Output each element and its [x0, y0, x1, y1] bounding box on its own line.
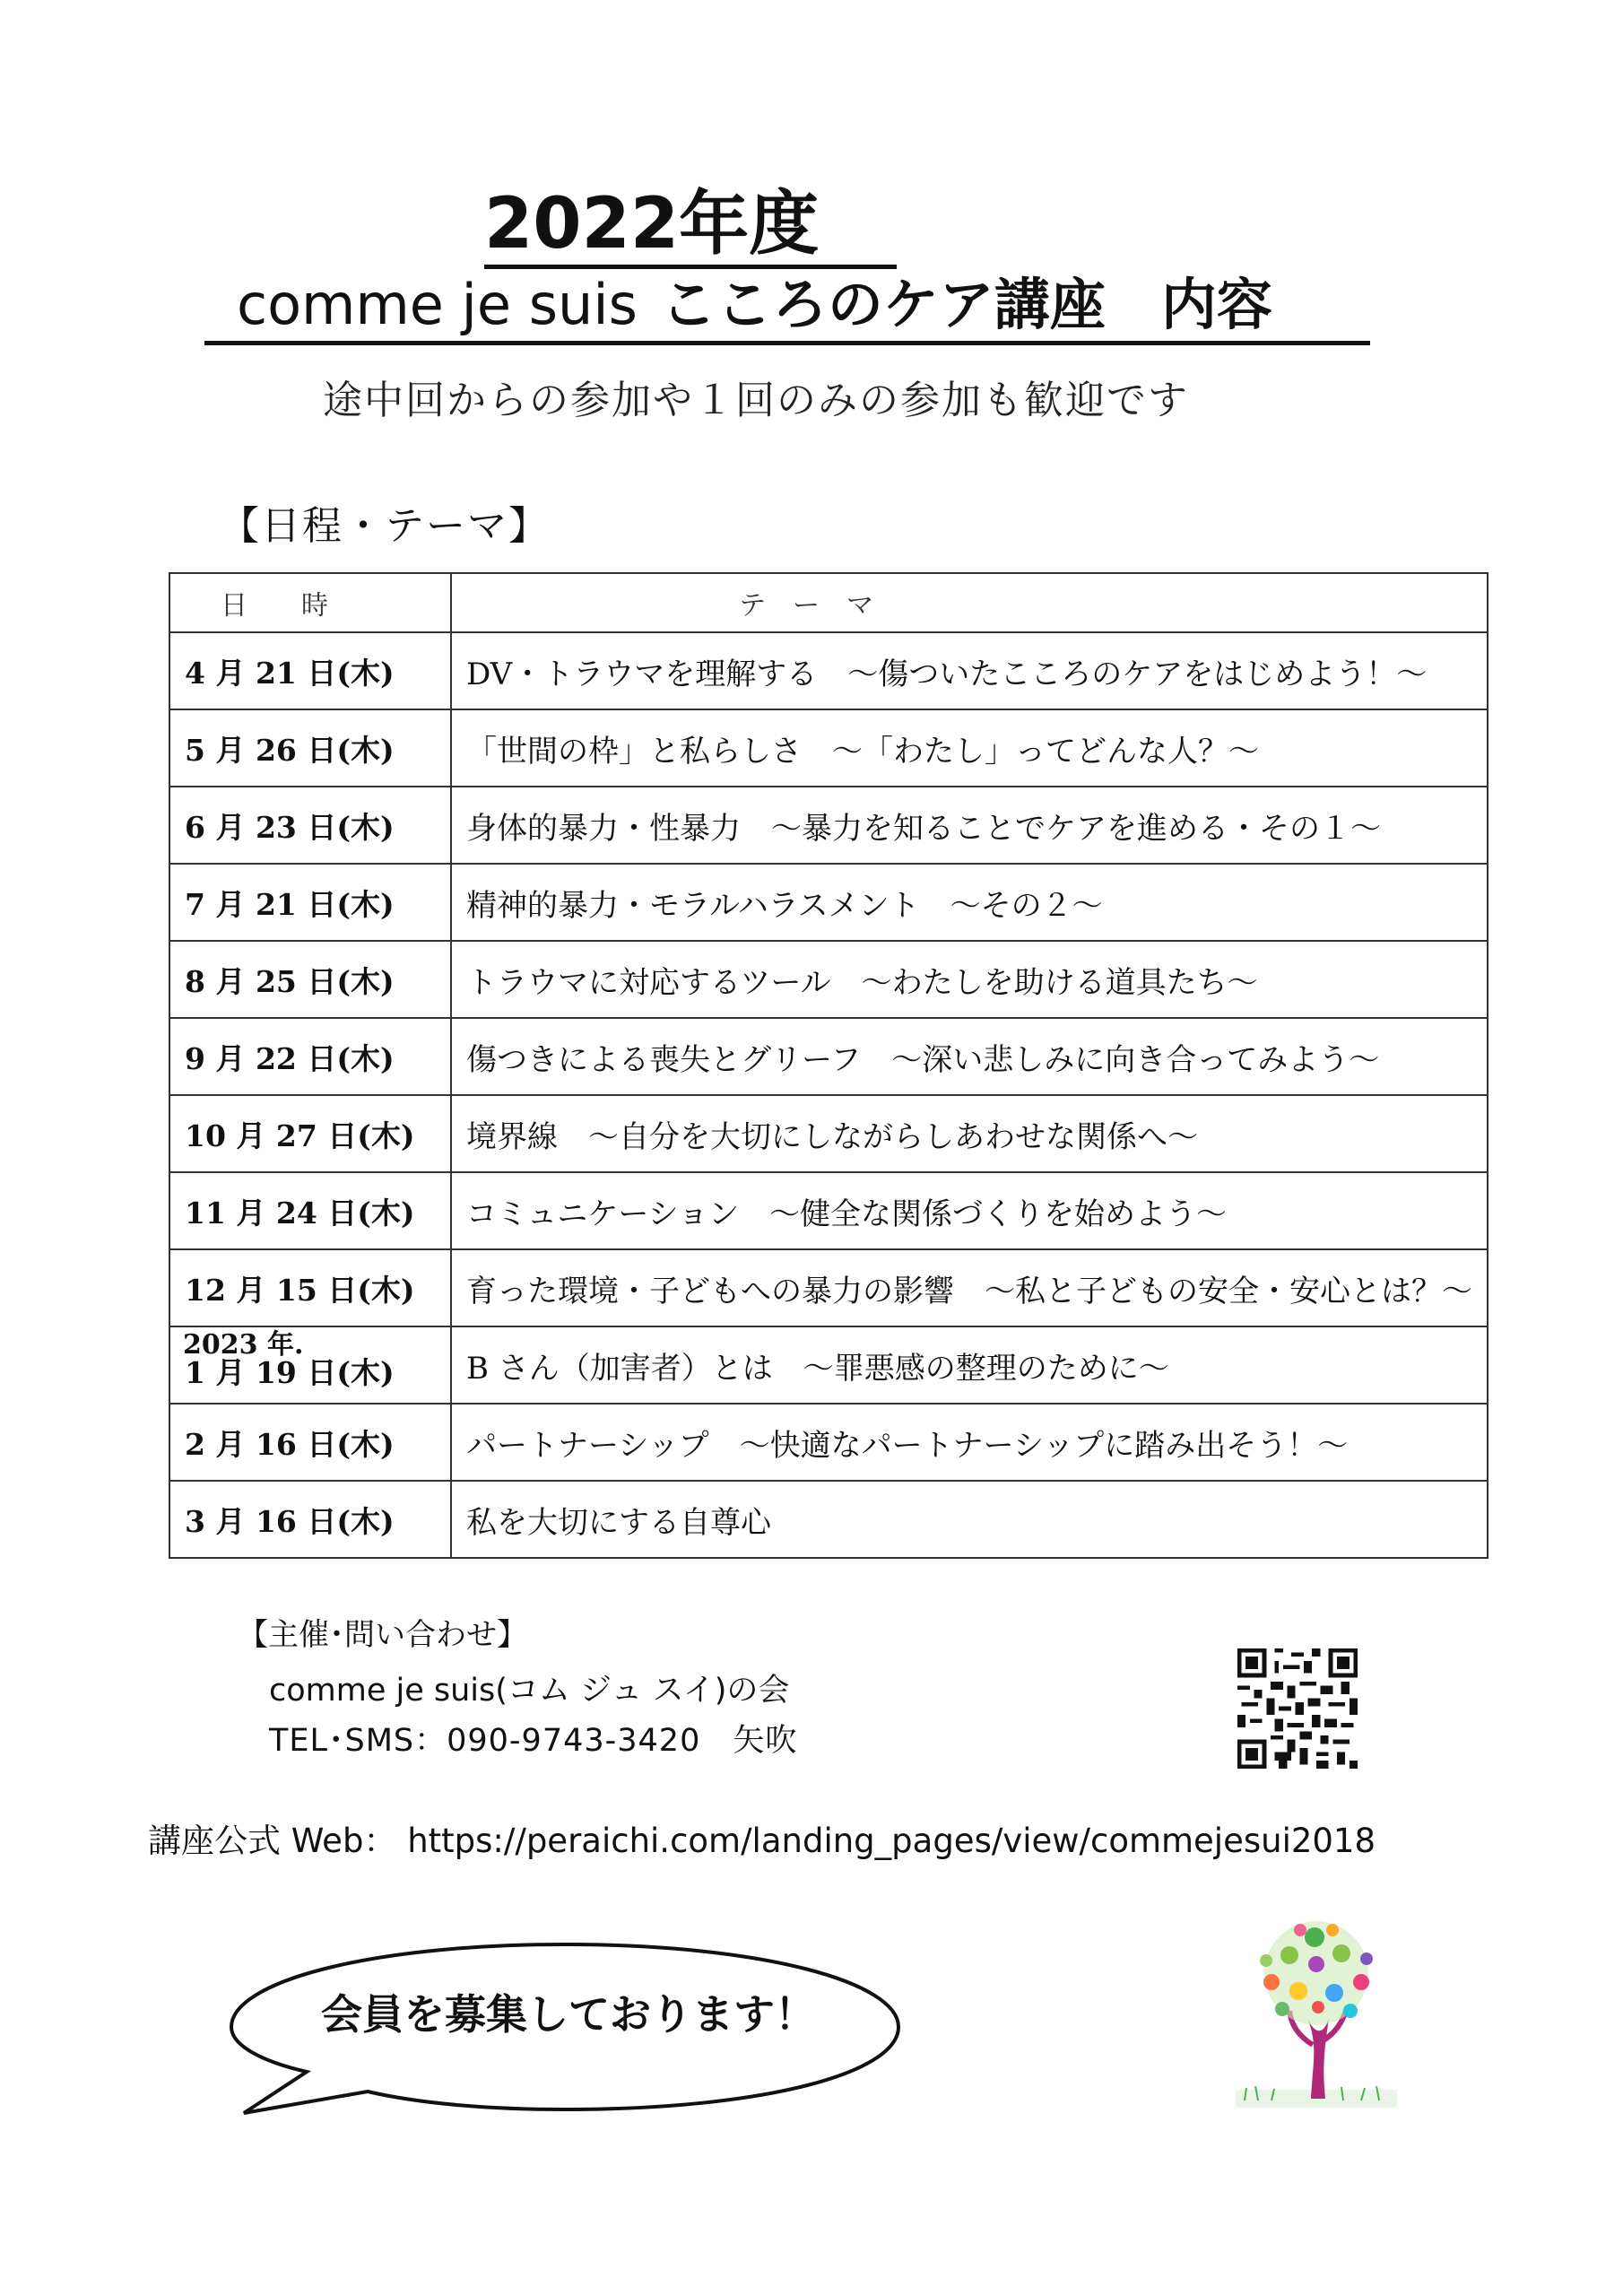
table-row: [169, 709, 1488, 787]
schedule-theme: 身体的暴力・性暴力 ～暴力を知ることでケアを進める・その１～: [451, 787, 1488, 864]
schedule-body: [169, 632, 1488, 1558]
table-row: [169, 1172, 1488, 1249]
schedule-date-text: 5 月 26 日(木): [185, 732, 395, 768]
schedule-date: [169, 1172, 451, 1249]
schedule-date-text: 8 月 25 日(木): [185, 963, 395, 999]
schedule-date: [169, 709, 451, 787]
table-row: [169, 1095, 1488, 1172]
schedule-theme: 育った環境・子どもへの暴力の影響 ～私と子どもの安全・安心とは？～: [451, 1249, 1488, 1326]
schedule-theme: 傷つきによる喪失とグリーフ ～深い悲しみに向き合ってみよう～: [451, 1018, 1488, 1095]
year-title: 2022年度: [484, 184, 897, 269]
table-header-row: [169, 573, 1488, 632]
schedule-date: [169, 864, 451, 941]
table-row: [169, 632, 1488, 709]
table-row: [169, 1326, 1488, 1404]
table-row: [169, 864, 1488, 941]
table-row: [169, 1249, 1488, 1326]
schedule-date-text: 1 月 19 日(木): [185, 1354, 395, 1390]
organizer-name: comme je suis(コム ジュ スイ)の会: [269, 1673, 790, 1709]
organizer-tel: TEL･SMS：090-9743-3420 矢吹: [269, 1723, 798, 1759]
date-column-header: 日 時: [169, 573, 451, 632]
table-row: [169, 1404, 1488, 1481]
qr-code-icon[interactable]: [1237, 1648, 1358, 1769]
course-title-jp: こころのケア講座 内容: [660, 272, 1272, 337]
schedule-theme: トラウマに対応するツール ～わたしを助ける道具たち～: [451, 941, 1488, 1018]
schedule-date-text: 12 月 15 日(木): [185, 1272, 415, 1308]
schedule-date: [169, 941, 451, 1018]
schedule-table: [169, 572, 1488, 1559]
bubble-message: 会員を募集しております！: [321, 1990, 816, 2039]
schedule-date: [169, 1404, 451, 1481]
schedule-theme: DV・トラウマを理解する ～傷ついたこころのケアをはじめよう！～: [451, 632, 1488, 709]
schedule-theme: B さん（加害者）とは ～罪悪感の整理のために～: [451, 1326, 1488, 1404]
schedule-date: [169, 1249, 451, 1326]
subtitle: 途中回からの参加や１回のみの参加も歓迎です: [323, 378, 1189, 423]
website-link[interactable]: 講座公式 Web： https://peraichi.com/landing_pages/view/commejesui2018: [148, 1822, 1376, 1860]
course-title: [204, 269, 1370, 345]
schedule-date-text: 3 月 16 日(木): [185, 1503, 395, 1539]
schedule-date-text: 7 月 21 日(木): [185, 886, 395, 922]
schedule-theme: 精神的暴力・モラルハラスメント ～その２～: [451, 864, 1488, 941]
theme-column-header: テ ー マ: [451, 573, 1488, 632]
schedule-date: [169, 1481, 451, 1558]
schedule-date: [169, 1095, 451, 1172]
organizer-heading: 【主催･問い合わせ】: [238, 1617, 527, 1653]
schedule-theme: 境界線 ～自分を大切にしながらしあわせな関係へ～: [451, 1095, 1488, 1172]
schedule-date: [169, 787, 451, 864]
schedule-year: 2023 年.: [183, 1329, 304, 1361]
schedule-theme: コミュニケーション ～健全な関係づくりを始めよう～: [451, 1172, 1488, 1249]
schedule-date: [169, 632, 451, 709]
table-row: [169, 941, 1488, 1018]
table-row: [169, 1481, 1488, 1558]
schedule-date: [169, 1018, 451, 1095]
schedule-date-text: 4 月 21 日(木): [185, 655, 395, 691]
table-row: [169, 787, 1488, 864]
schedule-theme: 私を大切にする自尊心: [451, 1481, 1488, 1558]
schedule-theme: パートナーシップ ～快適なパートナーシップに踏み出そう！～: [451, 1404, 1488, 1481]
schedule-date: [169, 1326, 451, 1404]
schedule-theme: 「世間の枠」と私らしさ ～「わたし」ってどんな人？～: [451, 709, 1488, 787]
schedule-date-text: 2 月 16 日(木): [185, 1426, 395, 1462]
schedule-date-text: 9 月 22 日(木): [185, 1040, 395, 1076]
schedule-date-text: 10 月 27 日(木): [185, 1118, 415, 1153]
course-title-latin: comme je suis: [237, 272, 638, 337]
schedule-date-text: 6 月 23 日(木): [185, 809, 395, 845]
table-row: [169, 1018, 1488, 1095]
tree-illustration: [1236, 1910, 1397, 2108]
schedule-heading: 【日程・テーマ】: [220, 503, 550, 549]
schedule-date-text: 11 月 24 日(木): [185, 1195, 415, 1231]
